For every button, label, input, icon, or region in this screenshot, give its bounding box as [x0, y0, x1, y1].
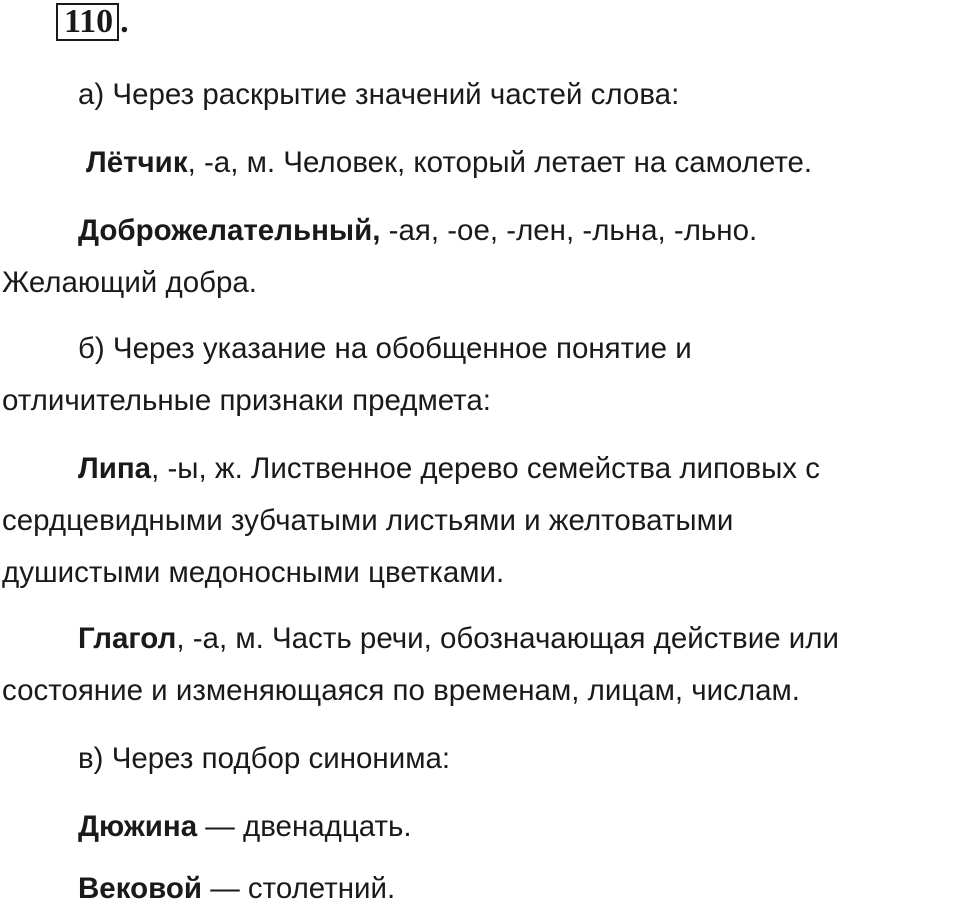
exercise-number — [56, 4, 129, 40]
section-c-heading: в) Через подбор синонима: — [78, 742, 451, 775]
entry-definition: , -а, м. Человек, который летает на самолете. — [187, 146, 813, 179]
entry-term: Вековой — [78, 872, 203, 905]
entry-lipa — [2, 444, 960, 494]
entry-definition: , -ы, ж. Лиственное дерево семейства липовых с — [151, 452, 820, 485]
exercise-number-dot: . — [120, 3, 129, 40]
entry-term: Глагол — [78, 622, 177, 655]
entry-definition-continued: Желающий добра. — [2, 266, 257, 299]
entry-definition: -ая, -ое, -лен, -льна, -льно. — [380, 214, 758, 247]
entry-term: Лётчик — [86, 146, 188, 179]
entry-dyuzhina — [2, 802, 960, 852]
entry-letchik — [2, 138, 960, 188]
section-b-heading: б) Через указание на обобщенное понятие и — [78, 332, 692, 365]
entry-term: Липа — [78, 452, 152, 485]
entry-term: Доброжелательный, — [78, 214, 381, 247]
entry-definition: — столетний. — [202, 872, 396, 905]
entry-dobrozhelatelny — [2, 206, 960, 256]
entry-term: Дюжина — [78, 810, 198, 843]
entry-definition: , -а, м. Часть речи, обозначающая действие или — [176, 622, 839, 655]
entry-definition-continued: состояние и изменяющаяся по временам, лицам, числам. — [2, 674, 800, 707]
section-a-heading: а) Через раскрытие значений частей слова: — [78, 78, 680, 111]
entry-definition-continued: сердцевидными зубчатыми листьями и желтоватыми — [2, 504, 734, 537]
entry-definition-continued: душистыми медоносными цветками. — [2, 556, 505, 589]
section-b-heading-continued: отличительные признаки предмета: — [2, 384, 491, 417]
entry-glagol — [2, 614, 960, 664]
exercise-number-box: 110 — [56, 3, 119, 41]
entry-definition: — двенадцать. — [197, 810, 412, 843]
